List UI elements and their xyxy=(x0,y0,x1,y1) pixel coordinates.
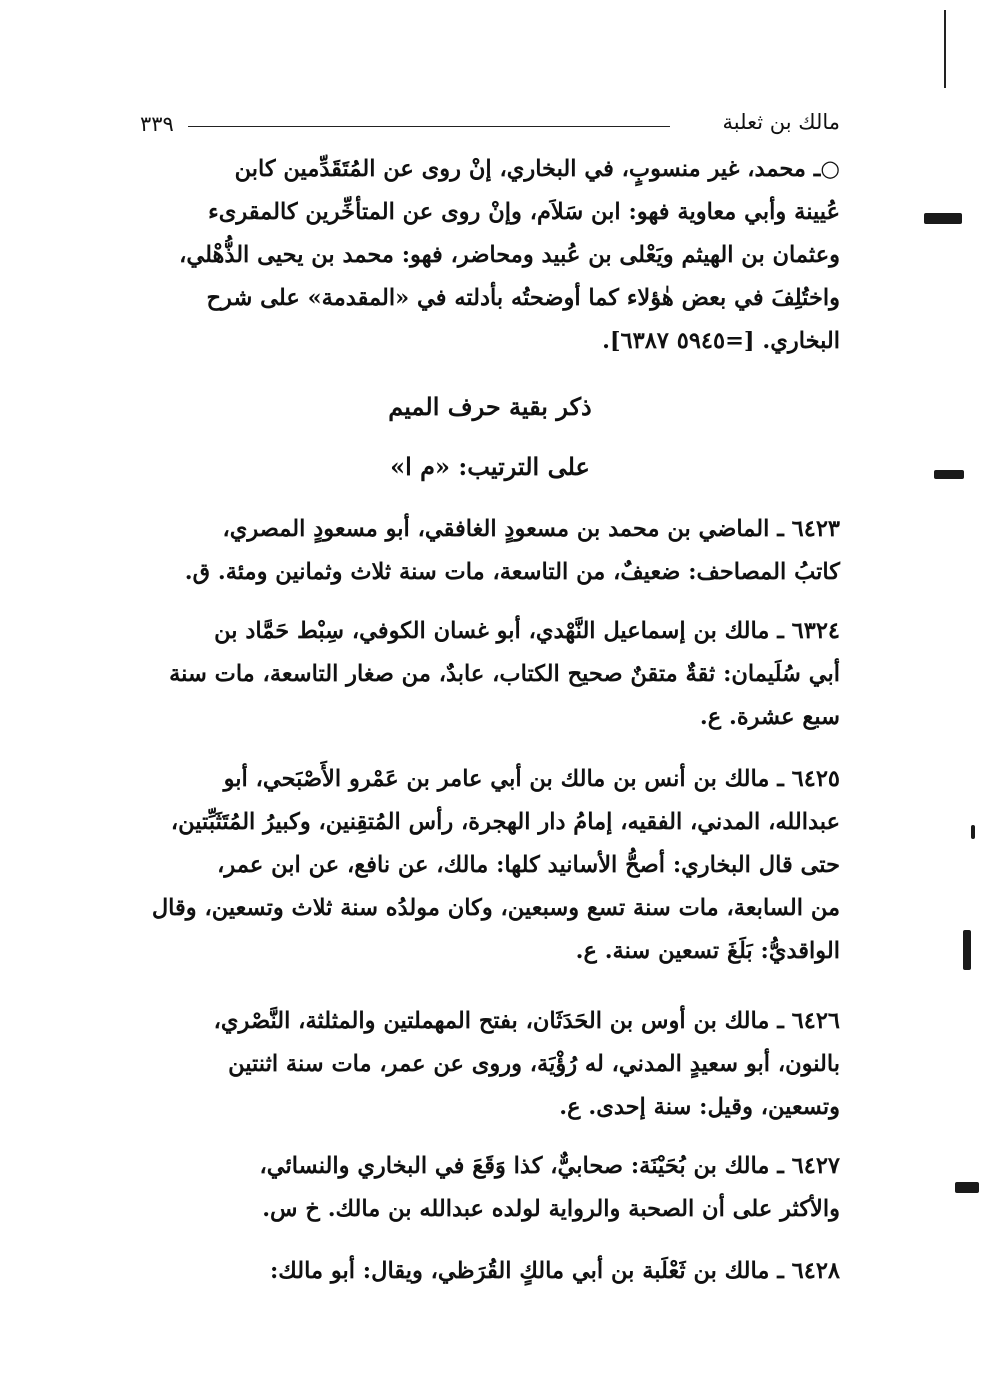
text-line: أبي سُلَيمان: ثقةٌ متقنٌ صحيح الكتاب، عابدٌ، من صغار التاسعة، مات سنة xyxy=(169,661,840,687)
text-line: ٦٤٢٣ ـ الماضي بن محمد بن مسعودٍ الغافقي، أبو مسعودٍ المصري، xyxy=(222,516,840,542)
margin-mark xyxy=(924,213,962,224)
page-header xyxy=(140,110,840,140)
text-line: البخاري. [=٥٩٤٥ ٦٣٨٧]. xyxy=(602,328,840,354)
margin-mark xyxy=(963,930,971,970)
text-line: ٦٤٢٦ ـ مالك بن أوس بن الحَدَثَان، بفتح المهملتين والمثلثة، النَّصْري، xyxy=(213,1008,840,1034)
text-line: ٦٤٢٨ ـ مالك بن ثَعْلَبة بن أبي مالكٍ القُرَظي، ويقال: أبو مالك: xyxy=(269,1258,840,1284)
text-line: بالنون، أبو سعيدٍ المدني، له رُؤْيَة، وروى عن عمر، مات سنة اثنتين xyxy=(228,1051,840,1077)
margin-mark xyxy=(934,470,964,479)
running-title: مالك بن ثعلبة xyxy=(722,110,840,134)
top-entry xyxy=(140,148,840,363)
entry-6425 xyxy=(140,758,840,973)
header-rule xyxy=(188,126,670,127)
entry-6428 xyxy=(140,1250,840,1293)
binding-line xyxy=(944,10,946,88)
margin-mark xyxy=(971,825,975,839)
text-line: وعثمان بن الهيثم ويَعْلى بن عُبيد ومحاضر، فهو: محمد بن يحيى الذُّهْلي، xyxy=(179,242,840,268)
entry-6426 xyxy=(140,1000,840,1129)
entry-6423 xyxy=(140,508,840,594)
text-line: حتى قال البخاري: أصحُّ الأسانيد كلها: مالك، عن نافع، عن ابن عمر، xyxy=(217,852,840,878)
text-line: الواقديُّ: بَلَغَ تسعين سنة. ع. xyxy=(575,938,840,964)
entry-6427 xyxy=(140,1145,840,1231)
text-line: عبدالله، المدني، الفقيه، إمامُ دار الهجرة، رأس المُتقِنين، وكبيرُ المُتَثَبِّتين، xyxy=(170,809,840,835)
text-line: كاتبُ المصاحف: ضعيفٌ، من التاسعة، مات سنة ثلاث وثمانين ومئة. ق. xyxy=(184,559,840,585)
text-line: عُيينة وأبي معاوية فهو: ابن سَلاَم، وإنْ روى عن المتأخِّرين كالمقرىء xyxy=(208,199,840,225)
text-line: ٦٤٢٧ ـ مالك بن بُحَيْنَة: صحابيٌّ، كذا وَقَعَ في البخاري والنسائي، xyxy=(259,1153,840,1179)
margin-mark xyxy=(955,1182,979,1193)
text-line: ٦٤٢٥ ـ مالك بن أنس بن مالك بن أبي عامر بن عَمْرو الأَصْبَحي، أبو xyxy=(223,766,840,792)
text-line: واختُلِفَ في بعض هٰؤلاء كما أوضحتُه بأدلته في «المقدمة» على شرح xyxy=(206,285,840,311)
text-line: ٦٣٢٤ ـ مالك بن إسماعيل النَّهْدي، أبو غسان الكوفي، سِبْط حَمَّاد بن xyxy=(214,618,840,644)
page-number: ٣٣٩ xyxy=(140,112,174,136)
text-line: من السابعة، مات سنة تسع وسبعين، وكان مولدُه سنة ثلاث وتسعين، وقال xyxy=(151,895,840,921)
entry-6424 xyxy=(140,610,840,739)
section-subtitle: على الترتيب: «م ا» xyxy=(390,452,590,481)
text-line: والأكثر على أن الصحبة والرواية لولده عبدالله بن مالك. خ س. xyxy=(262,1196,840,1222)
text-line: وتسعين، وقيل: سنة إحدى. ع. xyxy=(559,1094,840,1120)
text-line: سبع عشرة. ع. xyxy=(699,704,840,730)
section-title: ذكر بقية حرف الميم xyxy=(388,392,592,421)
text-line: ○ـ محمد، غير منسوبٍ، في البخاري، إنْ روى عن المُتَقَدِّمين كابن xyxy=(234,156,840,182)
